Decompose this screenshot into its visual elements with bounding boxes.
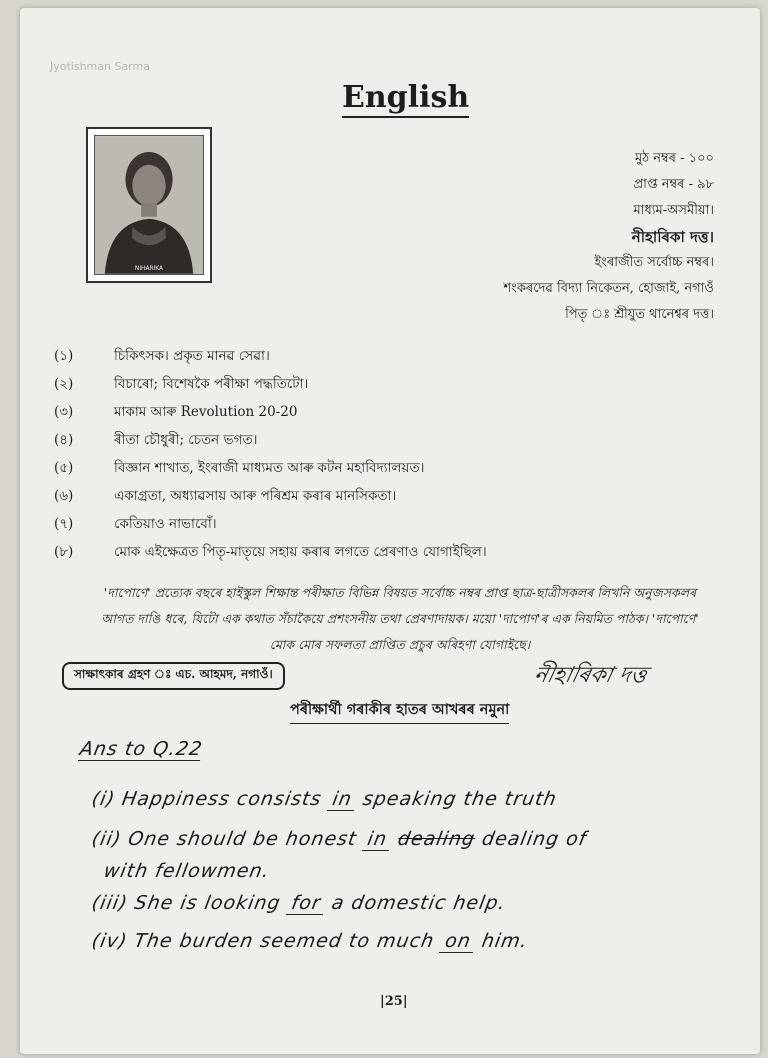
- handwriting-line: [90, 892, 508, 914]
- hw-answer: on: [439, 930, 477, 953]
- page-number: |25|: [380, 994, 408, 1009]
- student-name: নীহাৰিকা দত্ত।: [631, 228, 714, 246]
- item-text: বিজ্ঞান শাখাত, ইংৰাজী মাধ্যমত আৰু কটন মহাবিদ্যালয়ত।: [114, 459, 425, 476]
- handwriting-line: with fellowmen.: [102, 860, 272, 882]
- school-name: শংকৰদেৱ বিদ্যা নিকেতন, হোজাই, নগাওঁ: [503, 281, 714, 296]
- highest-note: ইংৰাজীত সৰ্বোচ্চ নম্বৰ।: [594, 255, 714, 270]
- page-title: English: [342, 80, 469, 118]
- list-item: [54, 454, 487, 482]
- handwriting-label: Ans to Q.22: [78, 738, 205, 760]
- answer-list: [54, 342, 487, 566]
- total-marks: মুঠ নম্বৰ - ১০০: [634, 151, 714, 166]
- portrait-image: [95, 136, 203, 274]
- item-number: (৭): [54, 515, 74, 532]
- quote-paragraph: [60, 580, 740, 658]
- student-photo-frame: [86, 127, 212, 283]
- obtained-marks: প্ৰাপ্ত নম্বৰ - ৯৮: [633, 177, 714, 192]
- hw-answer: in: [327, 788, 358, 811]
- handwriting-line: [90, 930, 530, 952]
- signature: নীহাৰিকা দত্ত: [531, 663, 649, 688]
- list-item: [54, 342, 487, 370]
- list-item: [54, 510, 487, 538]
- list-item: [54, 398, 487, 426]
- item-text: ৰীতা চৌধুৰী; চেতন ভগত।: [114, 431, 258, 448]
- item-number: (৮): [54, 543, 74, 560]
- list-item: [54, 426, 487, 454]
- handwriting-line: [90, 828, 588, 850]
- item-text: বিচাৰো; বিশেষকৈ পৰীক্ষা পদ্ধতিটো।: [114, 375, 309, 392]
- list-item: [54, 370, 487, 398]
- interviewer-badge: সাক্ষাৎকাৰ গ্ৰহণ ঃ এচ. আহমদ, নগাওঁ।: [62, 662, 285, 690]
- quote-line: মোক মোৰ সফলতা প্ৰাপ্তিত প্ৰচুৰ অৰিহণা যোগাইছে।: [269, 637, 531, 652]
- hw-answer: for: [286, 892, 327, 915]
- quote-line: আগত দাঙি ধৰে, যিটো এক কথাত সঁচাকৈয়ে প্ৰশংসনীয় তথা প্ৰেৰণাদায়ক। ময়ো 'দাপোণ'ৰ এক নিয়মিত পাঠক। 'দাপোণে': [101, 611, 699, 626]
- item-number: (২): [54, 375, 74, 392]
- hw-text: dealing of: [480, 828, 589, 850]
- hw-text: (iii) She is looking: [90, 892, 283, 914]
- hw-text: speaking the truth: [361, 788, 559, 810]
- list-item: [54, 482, 487, 510]
- student-info: [504, 146, 714, 328]
- item-text: একাগ্ৰতা, অধ্যাৱসায় আৰু পৰিশ্ৰম কৰাৰ মানসিকতা।: [114, 487, 397, 504]
- item-text: মোক এইক্ষেত্ৰত পিতৃ-মাতৃয়ে সহায় কৰাৰ লগতে প্ৰেৰণাও যোগাইছিল।: [114, 543, 487, 560]
- item-number: (৪): [54, 431, 74, 448]
- photo-caption: NIHARIKA: [134, 265, 164, 272]
- hw-struck: dealing: [396, 828, 478, 850]
- item-number: (১): [54, 347, 74, 364]
- medium: মাধ্যম-অসমীয়া।: [633, 203, 714, 218]
- father-name: পিতৃ ঃ শ্ৰীযুত থানেশ্বৰ দত্ত।: [565, 307, 714, 322]
- item-number: (৬): [54, 487, 74, 504]
- page-sheet: [20, 8, 760, 1054]
- hw-text: (ii) One should be honest: [90, 828, 359, 850]
- item-text: মাকাম আৰু Revolution 20-20: [114, 403, 298, 420]
- bleed-through-text: Jyotishman Sarma: [50, 60, 150, 73]
- list-item: [54, 538, 487, 566]
- student-photo: [94, 135, 204, 275]
- item-text: কেতিয়াও নাভাবোঁ।: [114, 515, 217, 532]
- quote-line: 'দাপোণে' প্ৰত্যেক বছৰে হাইস্কুল শিক্ষান্ত পৰীক্ষাত বিভিন্ন বিষয়ত সৰ্বোচ্চ নম্বৰ প্ৰাপ্ত ছাত্ৰ-ছাত্ৰীসকলৰ লিখনি অনুজসকলৰ: [103, 585, 697, 600]
- handwriting-heading: পৰীক্ষাৰ্থী গৰাকীৰ হাতৰ আখৰৰ নমুনা: [290, 699, 509, 724]
- hw-text: him.: [480, 930, 530, 952]
- hw-answer: in: [362, 828, 393, 851]
- item-text: চিকিৎসক। প্ৰকৃত মানৱ সেৱা।: [114, 347, 270, 364]
- item-number: (৫): [54, 459, 74, 476]
- hw-text: (i) Happiness consists: [90, 788, 324, 810]
- hw-text: a domestic help.: [329, 892, 508, 914]
- hw-text: (iv) The burden seemed to much: [90, 930, 437, 952]
- item-number: (৩): [54, 403, 74, 420]
- handwriting-line: [90, 788, 559, 810]
